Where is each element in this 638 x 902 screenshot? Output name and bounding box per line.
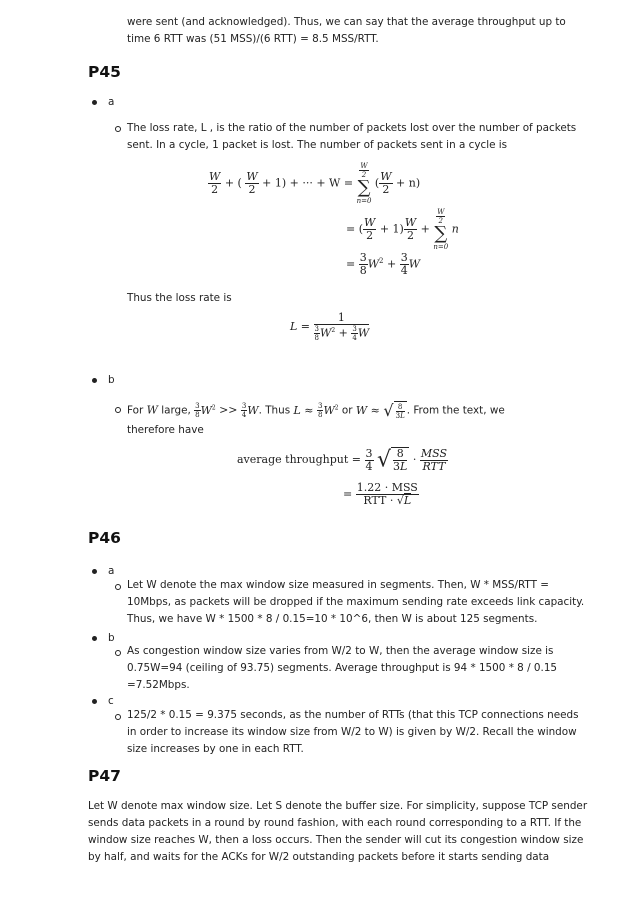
- thus-loss-rate-text: Thus the loss rate is: [127, 292, 232, 304]
- p46-b-line-2: 0.75W=94 (ceiling of 93.75) segments. Average throughput is 94 * 1500 * 8 / 0.15: [127, 662, 558, 674]
- p45-b-line-2: therefore have: [127, 424, 204, 436]
- intro-line-2: time 6 RTT was (51 MSS)/(6 RTT) = 8.5 MSS/RTT.: [127, 33, 379, 45]
- p46-b-line-3: =7.52Mbps.: [127, 679, 190, 691]
- sub-bullet-ring: [115, 714, 121, 720]
- sub-bullet-ring: [115, 407, 121, 413]
- p46-c-label: c: [108, 695, 114, 707]
- p45-a-line-2: sent. In a cycle, 1 packet is lost. The number of packets sent in a cycle is: [127, 139, 508, 151]
- bullet-dot: [92, 569, 97, 574]
- p46-b-label: b: [108, 632, 115, 644]
- p46-a-label: a: [108, 565, 115, 577]
- p47-line-1: Let W denote max window size. Let S denote the buffer size. For simplicity, suppose TCP sender: [88, 800, 588, 812]
- p46-c-line-2: in order to increase its window size from W/2 to W) is given by W/2. Recall the window: [127, 726, 577, 738]
- p46-c-line-3: size increases by one in each RTT.: [127, 743, 304, 755]
- p46-a-line-1: Let W denote the max window size measured in segments. Then, W * MSS/RTT =: [127, 579, 549, 591]
- heading-p47: P47: [88, 767, 121, 785]
- p47-line-3: window size reaches W, then a loss occurs. Then the sender will cut its congestion window size: [88, 834, 584, 846]
- sub-bullet-ring: [115, 126, 121, 132]
- sub-bullet-ring: [115, 650, 121, 656]
- p45-a-line-1: The loss rate, L , is the ratio of the number of packets lost over the number of packets: [127, 122, 577, 134]
- sub-bullet-ring: [115, 584, 121, 590]
- p47-line-4: by half, and waits for the ACKs for W/2 outstanding packets before it starts sending data: [88, 851, 550, 863]
- heading-p46: P46: [88, 529, 121, 547]
- equation-cycle-line-2: = ( $\frac{W}{2}$ + 1) $\frac{W}{2}$ + $\frac{W}{2}$ ∑ n=0 n: [346, 208, 459, 251]
- bullet-dot: [92, 100, 97, 105]
- intro-line-1: were sent (and acknowledged). Thus, we can say that the average throughput up to: [127, 16, 566, 28]
- equation-average-throughput: average throughput = $\frac{3}{4}$ √ $\frac{8}{3L}$ · $\frac{\text{MSS}}{\text{RTT}}$: [237, 446, 448, 473]
- p46-a-line-3: Thus, we have W * 1500 * 8 / 0.15=10 * 10^6, then W is about 125 segments.: [127, 613, 538, 625]
- p46-a-line-2: 10Mbps, as packets will be dropped if the maximum sending rate exceeds link capacity.: [127, 596, 585, 608]
- p45-a-label: a: [108, 96, 115, 108]
- equation-cycle-line-3: = $\frac{3}{8}$ $W^2$ + $\frac{3}{4}$ W: [346, 251, 421, 277]
- bullet-dot: [92, 378, 97, 383]
- p46-c-line-1: 125/2 * 0.15 = 9.375 seconds, as the number of RTTs (that this TCP connections needs: [127, 709, 579, 721]
- bullet-dot: [92, 636, 97, 641]
- equation-cycle-sum: $\frac{W}{2}$ + ( $\frac{W}{2}$ + 1) + ··· + W = $\frac{W}{2}$ ∑ n=0 ( $\frac{W}{2}$ + n): [209, 162, 421, 205]
- p47-line-2: sends data packets in a round by round fashion, with each round corresponding to a RTT. If the: [88, 817, 582, 829]
- bullet-dot: [92, 699, 97, 704]
- p45-b-line-1: For W large, $\frac{3}{8}$ $W^2$ >> $\frac{3}{4}$ W. Thus L ≈ $\frac{3}{8}$ $W^2$ or W ≈ √ $\frac{8}{3L}$ . From the text, we: [127, 401, 505, 421]
- p46-b-line-1: As congestion window size varies from W/2 to W, then the average window size is: [127, 645, 554, 657]
- p45-b-label: b: [108, 374, 115, 386]
- equation-loss-rate: L = 1 $\frac{3}{8}$ $W^2$ + $\frac{3}{4}$ W: [290, 311, 370, 343]
- equation-average-throughput-result: = $\frac{\text{1.22 · MSS}}{\text{RTT · √L}}$: [343, 481, 418, 507]
- heading-p45: P45: [88, 63, 121, 81]
